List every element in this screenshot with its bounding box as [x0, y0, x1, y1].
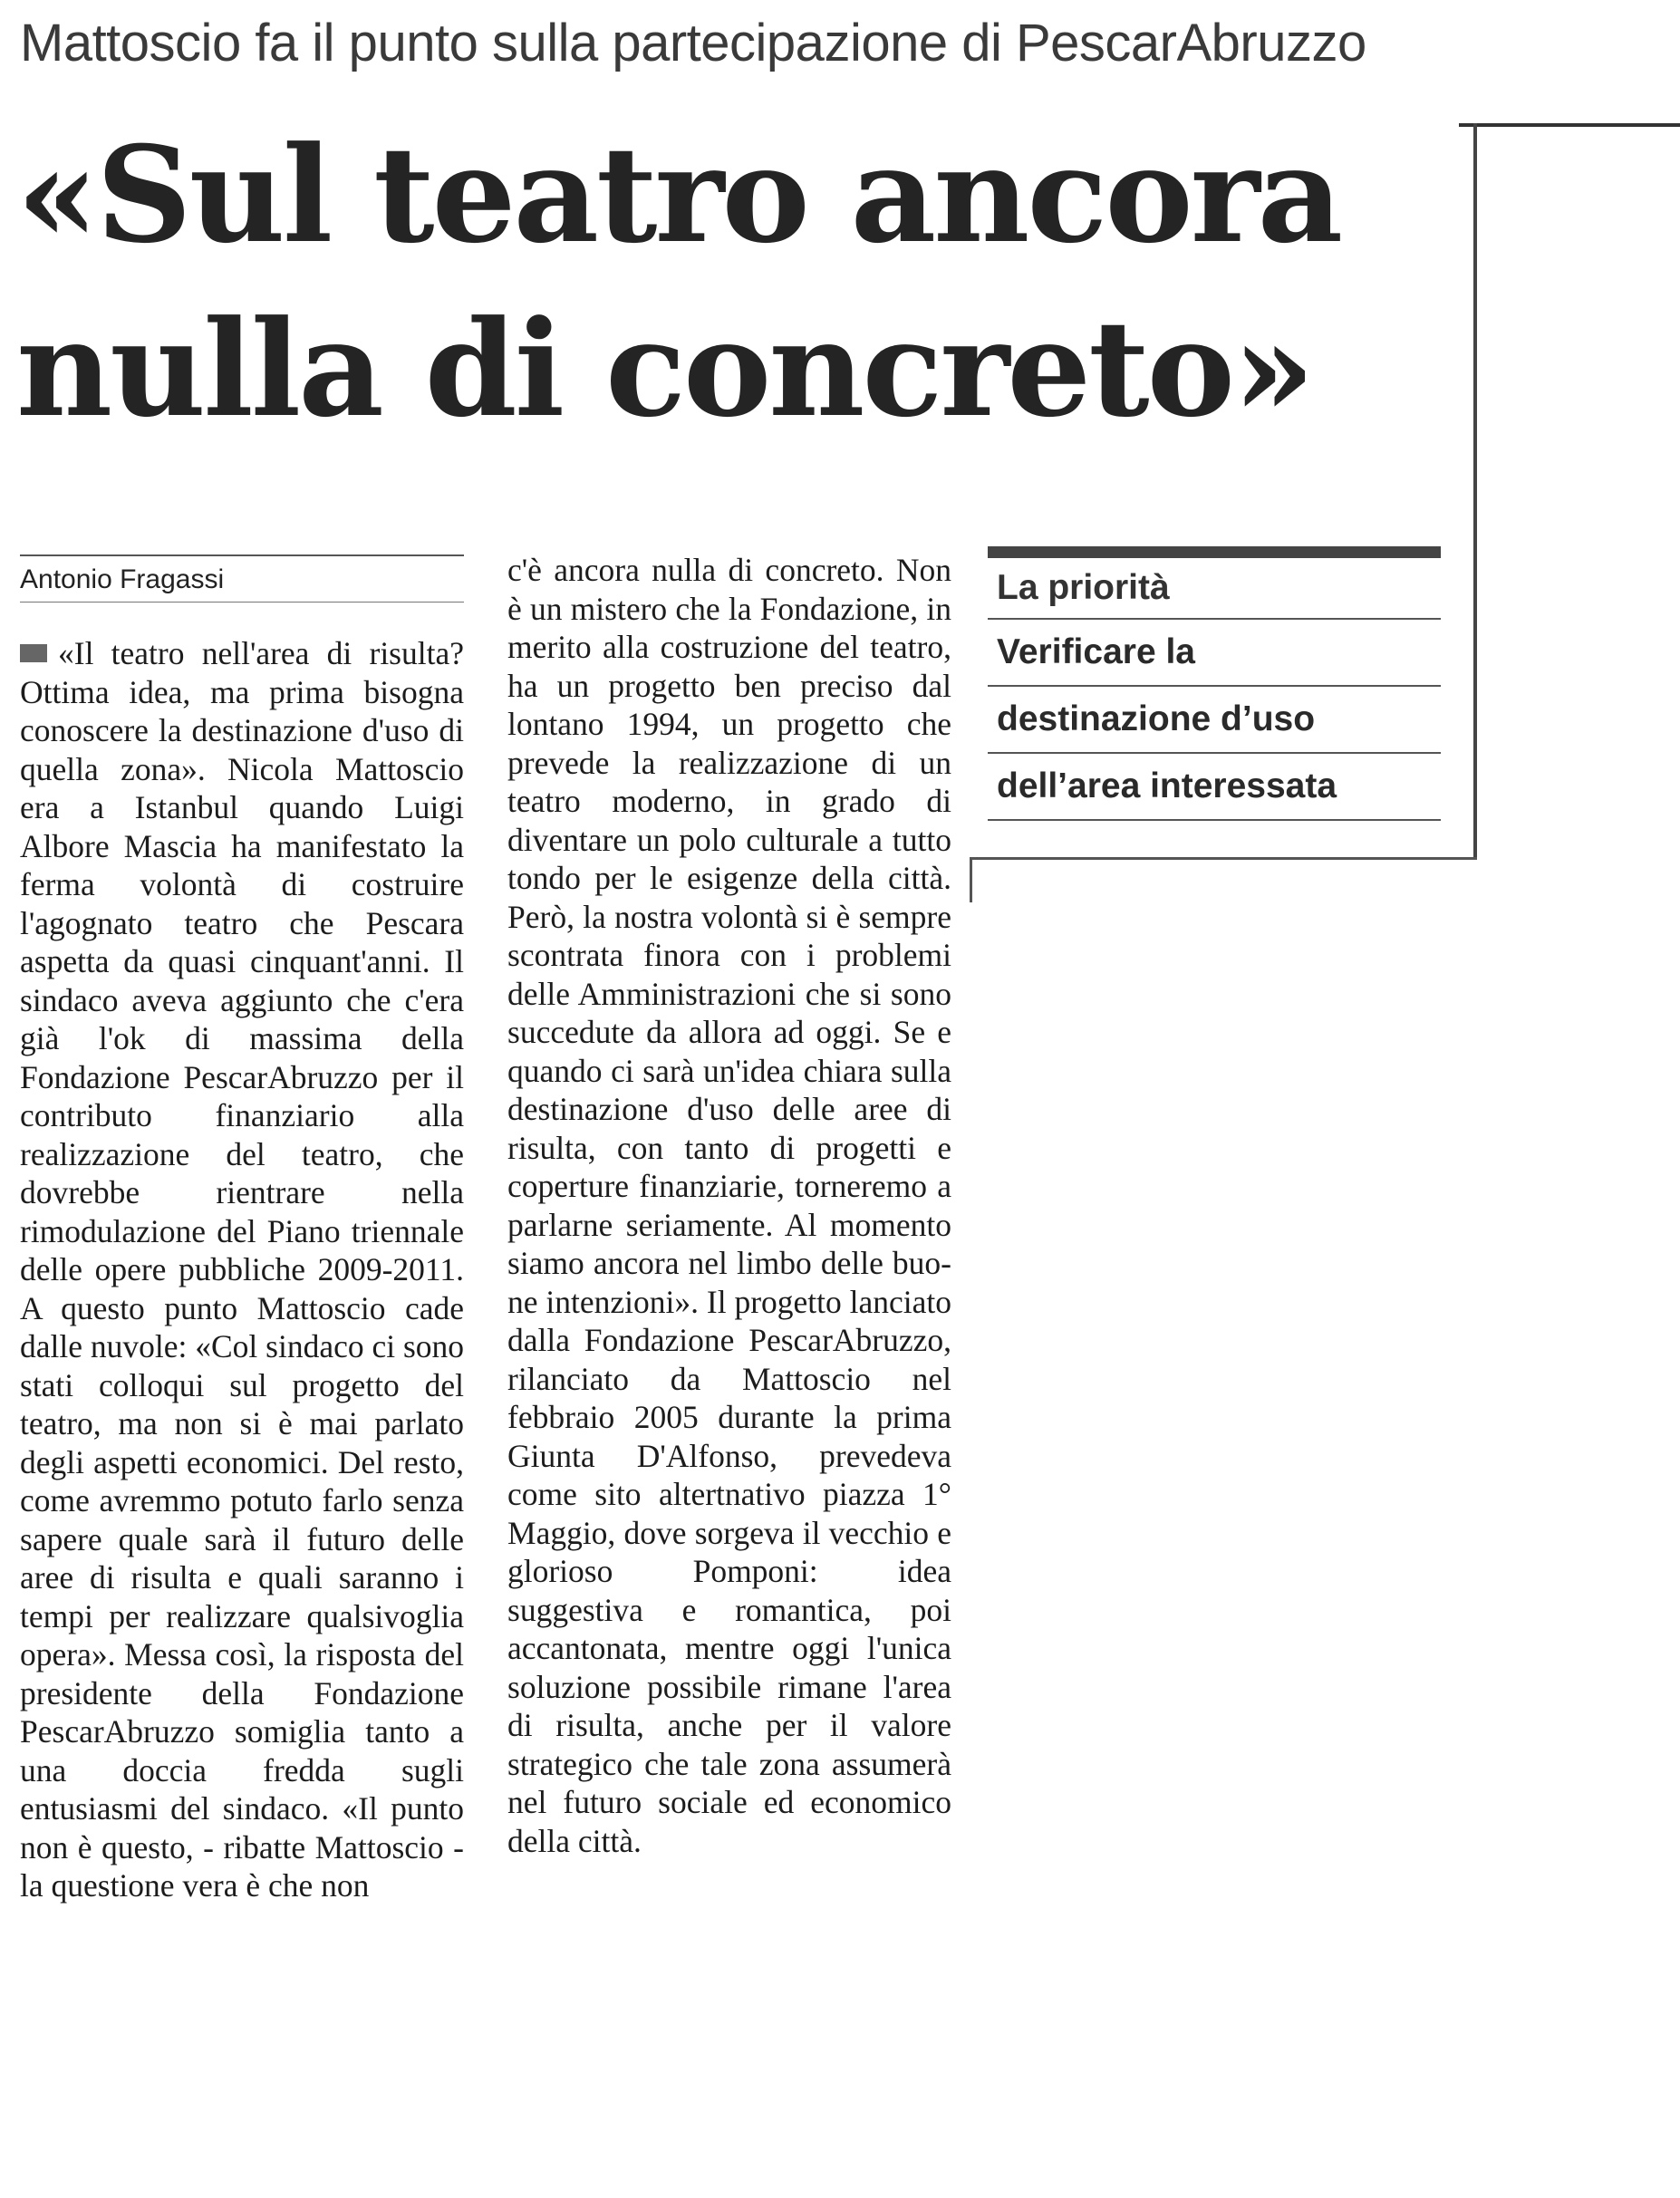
sidebar-top-rule [988, 546, 1441, 558]
headline-line-1: «Sul teatro ancora [16, 118, 1341, 273]
frame-rule-tick [970, 857, 972, 902]
frame-rule-bottom [970, 857, 1477, 860]
headline-line-2: nulla di concreto» [16, 292, 1313, 447]
sidebar-line-1: Verificare la [988, 620, 1441, 687]
sidebar-line-3: dell’area interessata [988, 754, 1441, 821]
column-2-text: c'è ancora nulla di concreto. Non è un mistero che la Fondazione, in merito alla costruzione del teatro, ha un progetto ben preciso dal lontano 1994, un progetto che prevede la realizzazione di un teatro moderno, in grado di diventare un polo culturale a tutto tondo per le esigenze della città. Però, la nostra volontà si è sempre scontrata finora con i problemi delle Amministrazioni che si sono succedute da allora ad oggi. Se e quando ci sarà un'idea chiara sulla destinazione d'uso delle aree di risulta, con tanto di progetti e coperture finanziarie, torneremo a parlarne seriamente. Al momento siamo ancora nel limbo delle buone intenzioni». Il progetto lanciato dalla Fondazione PescarAbruzzo, rilanciato da Mattoscio nel febbraio 2005 durante la prima Giunta D'Alfonso, prevedeva come sito altertnativo piazza 1° Maggio, dove sorgeva il vecchio e glorioso Pomponi: idea suggestiva e romantica, poi accantonata, mentre oggi l'unica soluzione possibile rimane l'area di risulta, anche per il valore strategico che tale zona assumerà nel futuro sociale ed economico della città. [507, 552, 951, 1859]
frame-rule-vertical [1473, 123, 1477, 859]
sidebar-line-2: destinazione d’uso [988, 687, 1441, 754]
headline [16, 109, 1430, 457]
article-paragraph-1 [20, 634, 464, 1905]
byline-block [20, 554, 464, 603]
article-column-1 [20, 634, 464, 1905]
article-column-2 [507, 551, 951, 1860]
frame-rule-top [1459, 123, 1680, 127]
kicker: Mattoscio fa il punto sulla partecipazione di PescarAbruzzo [20, 14, 1366, 72]
article-paragraph-2 [507, 551, 951, 1860]
sidebar-box [988, 546, 1441, 821]
sidebar-label: La priorità [988, 558, 1441, 620]
byline: Antonio Fragassi [20, 556, 464, 603]
section-marker-icon [20, 644, 47, 662]
column-1-text: «Il teatro nell'area di risulta? Ottima idea, ma prima bisogna conoscere la destinazione d'uso di quella zona». Nicola Mattoscio era a Istanbul quando Luigi Albore Mascia ha manifestato la ferma volontà di costruire l'agognato teatro che Pescara aspetta da quasi cinquant'anni. Il sindaco aveva aggiunto che c'era già l'ok di massima della Fondazione PescarAbruzzo per il contributo finanziario alla realizzazione del teatro, che dovrebbe rientrare nella rimodulazione del Piano triennale delle opere pubbliche 2009-2011. A questo punto Mattoscio cade dalle nuvole: «Col sindaco ci sono stati colloqui sul progetto del teatro, ma non si è mai parlato degli aspetti economici. Del resto, come avremmo potuto farlo senza sapere quale sarà il futuro delle aree di risulta e quali saranno i tempi per realizzare qualsivoglia opera». Messa così, la risposta del presidente della Fondazione PescarAbruzzo somiglia tanto a una doccia fredda sugli entusiasmi del sindaco. «Il punto non è questo, - ribatte Mattoscio - la questione vera è che non [20, 635, 465, 1904]
